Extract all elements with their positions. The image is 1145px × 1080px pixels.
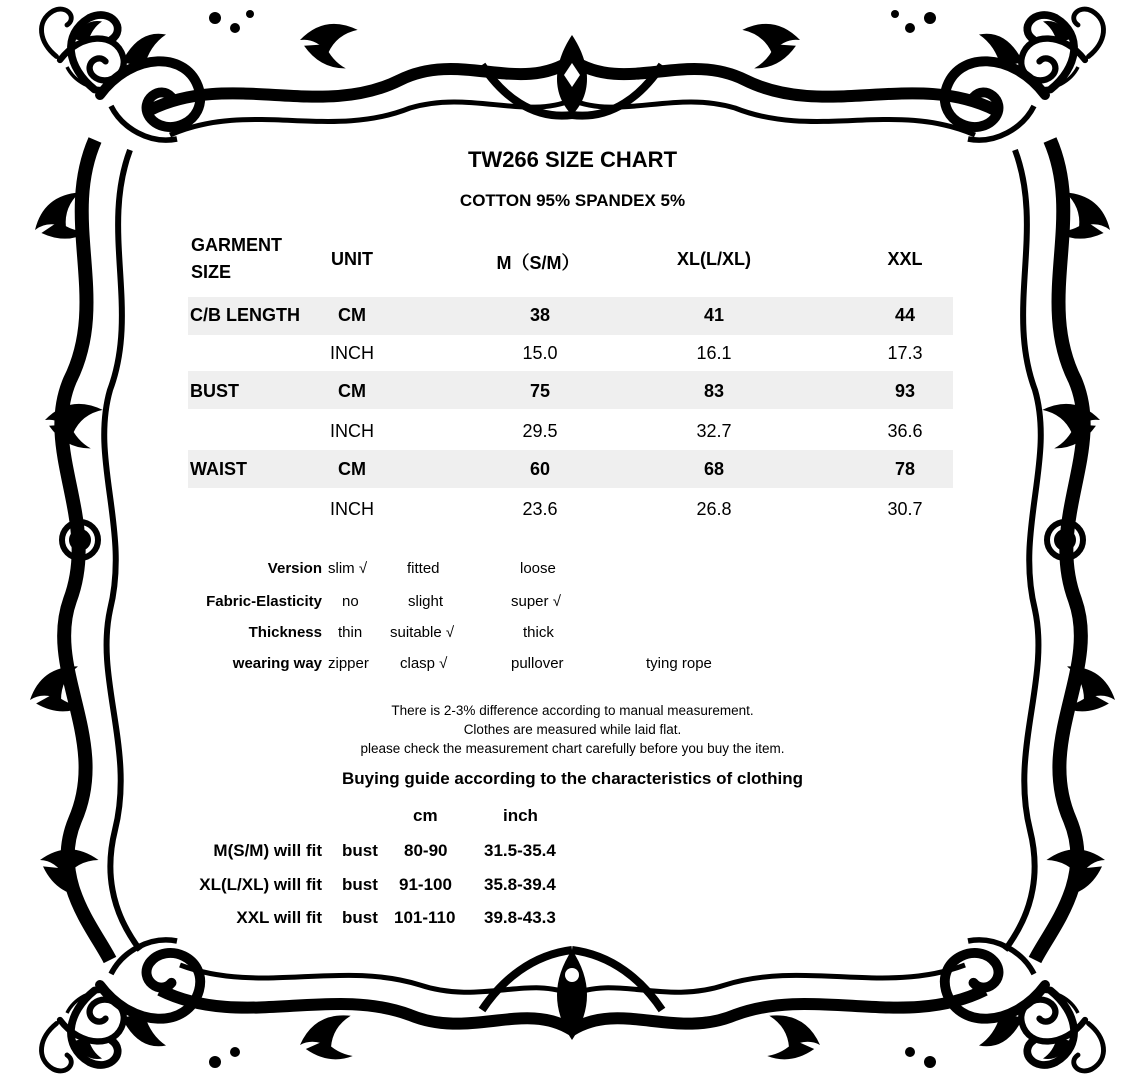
row-band [188,297,953,335]
guide-cm: 91-100 [399,875,452,894]
attr-option: clasp √ [400,655,448,672]
attr-option: no [342,593,359,610]
value-cell: 41 [703,305,725,325]
guide-part: bust [342,875,378,894]
row-band [188,371,953,409]
unit-cell: INCH [330,421,374,441]
attr-option: thick [523,624,554,641]
unit-cell: INCH [330,499,374,519]
unit-cell: CM [338,459,366,479]
value-cell: 60 [529,459,551,479]
guide-inch: 31.5-35.4 [484,841,556,860]
attr-option: fitted [407,560,440,577]
unit-cell: INCH [330,343,374,363]
guide-part: bust [342,841,378,860]
attr-label-wearing-way: wearing way [232,655,322,672]
attr-option: loose [520,560,556,577]
unit-cell: CM [338,305,366,325]
value-cell: 93 [894,381,916,401]
guide-inch: 35.8-39.4 [484,875,556,894]
note-line: There is 2-3% difference according to manual measurement. [391,703,754,718]
value-cell: 36.6 [887,421,923,441]
attr-option: slim √ [328,560,368,577]
header-size-m: M（S/M） [496,253,580,273]
value-cell: 68 [703,459,725,479]
guide-cm: 80-90 [404,841,448,860]
attr-option: tying rope [646,655,712,672]
guide-inch: 39.8-43.3 [484,908,556,927]
header-unit: UNIT [331,249,373,269]
value-cell: 30.7 [887,499,923,519]
material-composition: COTTON 95% SPANDEX 5% [459,191,686,210]
value-cell: 75 [529,381,551,401]
value-cell: 83 [703,381,725,401]
value-cell: 32.7 [696,421,732,441]
note-line: please check the measurement chart carefully before you buy the item. [360,741,785,756]
value-cell: 17.3 [887,343,923,363]
note-line: Clothes are measured while laid flat. [463,722,682,737]
value-cell: 16.1 [696,343,732,363]
attr-option: zipper [328,655,369,672]
attr-label-version: Version [267,560,322,577]
header-size: SIZE [191,262,232,282]
chart-title: TW266 SIZE CHART [467,147,678,172]
value-cell: 26.8 [696,499,732,519]
guide-size: XXL will fit [236,908,322,927]
header-size-xl: XL(L/XL) [677,249,751,269]
attr-option: suitable √ [390,624,455,641]
attr-option: slight [408,593,444,610]
attr-option: pullover [511,655,564,672]
value-cell: 23.6 [522,499,558,519]
value-cell: 29.5 [522,421,558,441]
row-band [188,450,953,488]
value-cell: 44 [894,305,916,325]
header-size-xxl: XXL [887,249,923,269]
guide-size: M(S/M) will fit [213,841,322,860]
guide-cm: 101-110 [394,908,456,927]
guide-col-inch: inch [503,806,538,825]
row-label: BUST [190,381,239,401]
attr-label-thickness: Thickness [248,624,322,641]
guide-size: XL(L/XL) will fit [199,875,322,894]
header-garment: GARMENT [191,235,282,255]
attr-option: thin [338,624,363,641]
value-cell: 38 [529,305,551,325]
unit-cell: CM [338,381,366,401]
attr-option: super √ [511,593,561,610]
row-label: C/B LENGTH [190,305,300,325]
buying-guide-title: Buying guide according to the characteristics of clothing [342,769,803,788]
guide-part: bust [342,908,378,927]
guide-col-cm: cm [413,806,438,825]
attr-label-elasticity: Fabric-Elasticity [206,593,322,610]
value-cell: 78 [894,459,916,479]
value-cell: 15.0 [522,343,558,363]
row-label: WAIST [190,459,247,479]
